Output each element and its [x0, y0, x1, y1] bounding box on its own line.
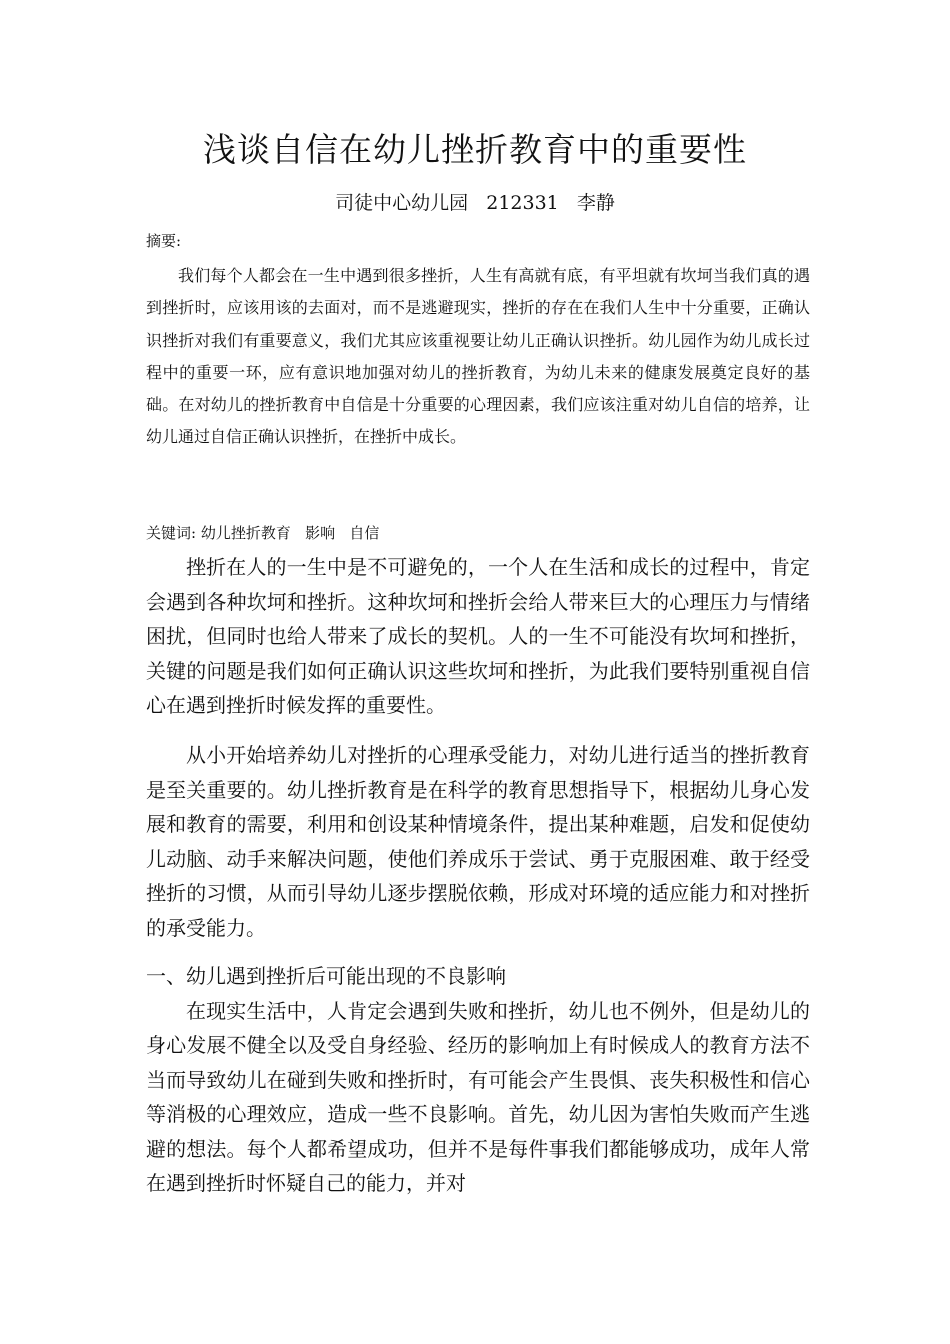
body-paragraph-1: 挫折在人的一生中是不可避免的，一个人在生活和成长的过程中，肯定会遇到各种坎坷和挫折。这种坎坷和挫折会给人带来巨大的心理压力与情绪困扰，但同时也给人带来了成长的契机。人的一生不可能没有坎坷和挫折，关键的问题是我们如何正确认识这些坎坷和挫折，为此我们要特别重视自信心在遇到挫折时候发挥的重要性。: [146, 555, 810, 717]
section-1: [146, 959, 810, 1201]
body-paragraph-2: 从小开始培养幼儿对挫折的心理承受能力，对幼儿进行适当的挫折教育是至关重要的。幼儿挫折教育是在科学的教育思想指导下，根据幼儿身心发展和教育的需要，利用和创设某种情境条件，提出某种难题，启发和促使幼儿动脑、动手来解决问题，使他们养成乐于尝试、勇于克服困难、敢于经受挫折的习惯，从而引导幼儿逐步摆脱依赖，形成对环境的适应能力和对挫折的承受能力。: [146, 743, 810, 940]
keywords-line: 关键词: 幼儿挫折教育 影响 自信: [146, 524, 380, 542]
intro-section-2: [146, 738, 810, 945]
intro-section: [146, 550, 810, 723]
document-title: 浅谈自信在幼儿挫折教育中的重要性: [203, 130, 747, 169]
abstract-text: 我们每个人都会在一生中遇到很多挫折，人生有高就有底，有平坦就有坎坷当我们真的遇到挫折时，应该用该的去面对，而不是逃避现实，挫折的存在在我们人生中十分重要，正确认识挫折对我们有重要意义，我们尤其应该重视要让幼儿正确认识挫折。幼儿园作为幼儿成长过程中的重要一环，应有意识地加强对幼儿的挫折教育，为幼儿未来的健康发展奠定良好的基础。在对幼儿的挫折教育中自信是十分重要的心理因素，我们应该注重对幼儿自信的培养，让幼儿通过自信正确认识挫折，在挫折中成长。: [146, 266, 810, 447]
abstract-label: 摘要:: [146, 232, 182, 250]
section-heading-1: 一、幼儿遇到挫折后可能出现的不良影响: [146, 964, 506, 988]
author-line: 司徒中心幼儿园 212331 李静: [335, 192, 615, 214]
section-1-paragraph: 在现实生活中，人肯定会遇到失败和挫折，幼儿也不例外，但是幼儿的身心发展不健全以及受自身经验、经历的影响加上有时候成人的教育方法不当而导致幼儿在碰到失败和挫折时，有可能会产生畏惧、丧失积极性和信心等消极的心理效应，造成一些不良影响。首先，幼儿因为害怕失败而产生逃避的想法。每个人都希望成功，但并不是每件事我们都能够成功，成年人常在遇到挫折时怀疑自己的能力，并对: [146, 998, 810, 1195]
